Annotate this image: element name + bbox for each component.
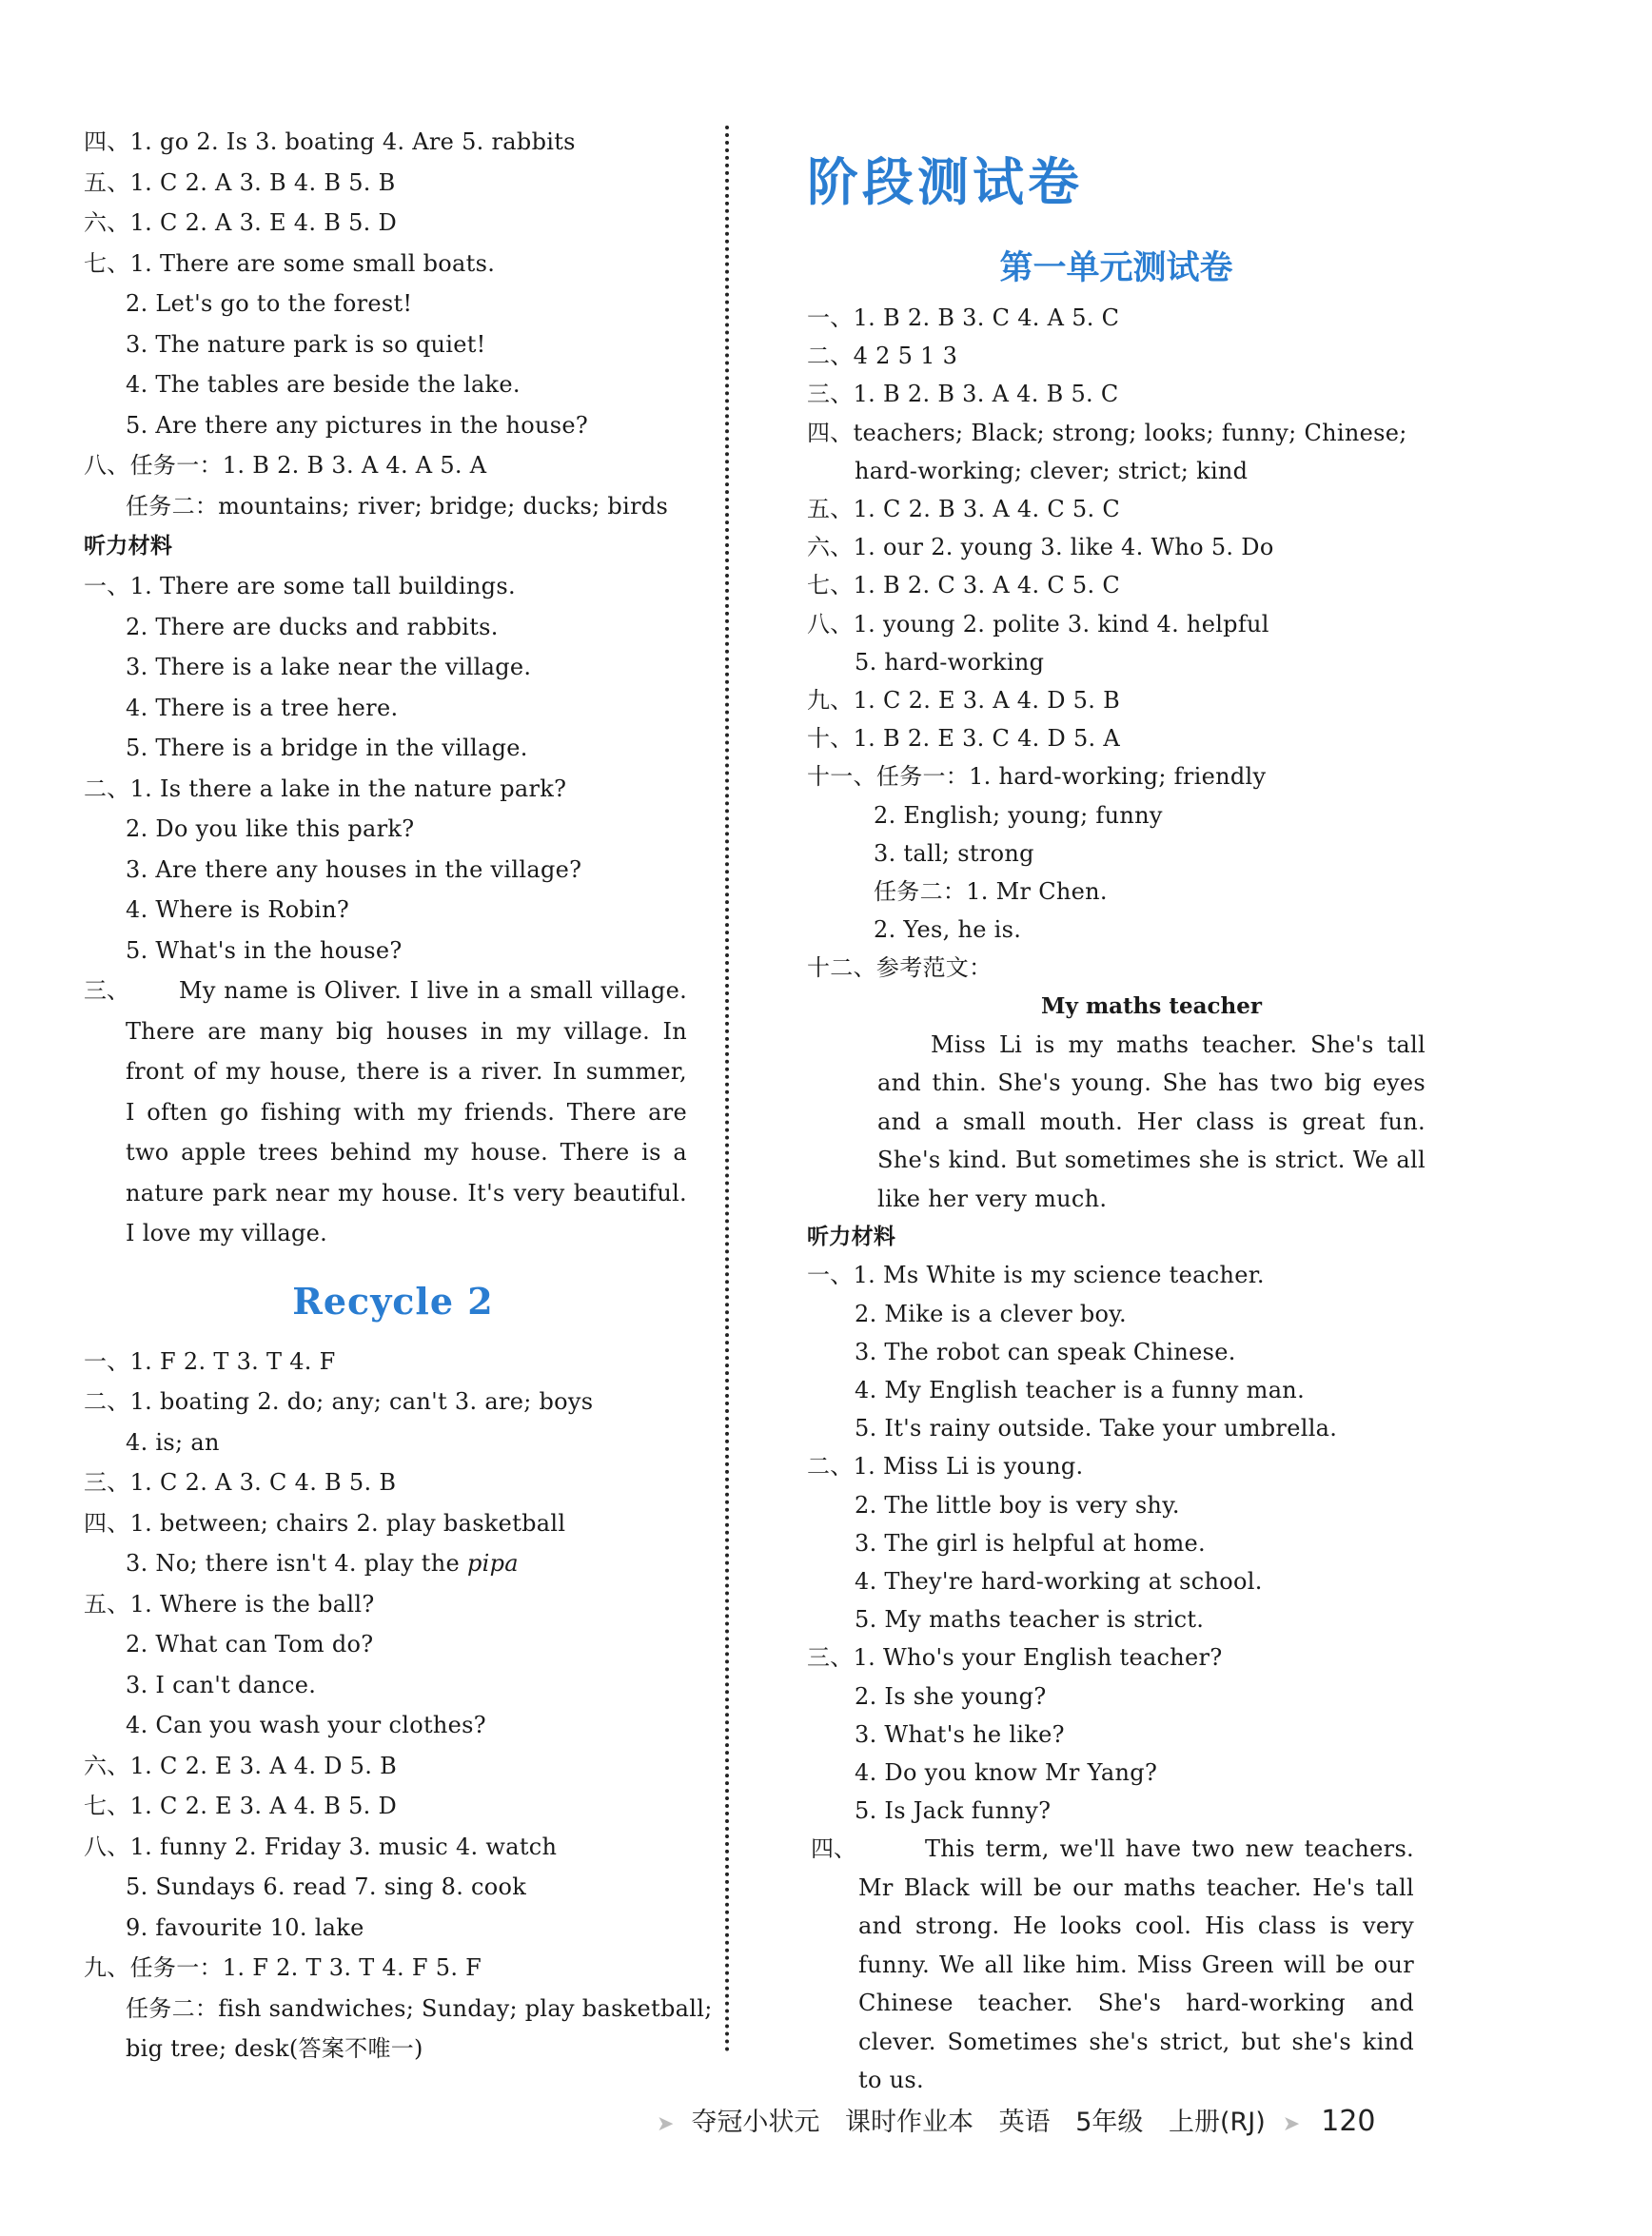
page-title: 阶段测试卷 bbox=[807, 152, 1083, 212]
answer-line: 2. Let's go to the forest! bbox=[126, 290, 413, 317]
answer-line: 三、1. C 2. A 3. C 4. B 5. B bbox=[84, 1469, 397, 1496]
answer-line: 4. Can you wash your clothes? bbox=[126, 1712, 486, 1738]
answer-line: 六、1. C 2. A 3. E 4. B 5. D bbox=[84, 209, 398, 236]
answer-line: 十二、参考范文： bbox=[807, 954, 993, 982]
answer-line: 4. Where is Robin? bbox=[126, 896, 350, 923]
footer-brand: 夺冠小状元 bbox=[691, 2108, 820, 2137]
listening-heading: 听力材料 bbox=[807, 1225, 896, 1250]
answer-line: 四、1. go 2. Is 3. boating 4. Are 5. rabbits bbox=[84, 128, 576, 155]
page-number: 120 bbox=[1321, 2105, 1376, 2138]
answer-line: 4. Do you know Mr Yang? bbox=[855, 1759, 1158, 1786]
answer-line: 3. Are there any houses in the village? bbox=[126, 855, 582, 883]
answer-line: 5. hard-working bbox=[855, 648, 1045, 676]
answer-line: 5. It's rainy outside. Take your umbrella. bbox=[855, 1415, 1338, 1442]
answer-line: 二、1. Miss Li is young. bbox=[807, 1453, 1084, 1481]
section-title: Recycle 2 bbox=[292, 1279, 494, 1323]
answer-line: 三、1. B 2. B 3. A 4. B 5. C bbox=[807, 381, 1119, 408]
answer-line: 2. Yes, he is. bbox=[874, 916, 1022, 944]
answer-line: 4. The tables are beside the lake. bbox=[126, 371, 521, 398]
footer-subject: 英语 bbox=[998, 2108, 1051, 2137]
answer-line: 2. There are ducks and rabbits. bbox=[126, 613, 499, 640]
answer-line: 八、1. young 2. polite 3. kind 4. helpful bbox=[807, 610, 1269, 637]
answer-line: 2. English; young; funny bbox=[874, 801, 1163, 829]
pipa-italic: pipa bbox=[466, 1550, 519, 1577]
answer-line: 七、1. B 2. C 3. A 4. C 5. C bbox=[807, 572, 1121, 599]
answer-line: 2. Mike is a clever boy. bbox=[855, 1300, 1127, 1327]
answer-line: 五、1. Where is the ball? bbox=[84, 1590, 375, 1618]
answer-line: 4. is; an bbox=[126, 1428, 220, 1456]
answer-line: 4. They're hard-working at school. bbox=[855, 1567, 1263, 1595]
answer-line: 2. Is she young? bbox=[855, 1682, 1047, 1710]
left-column bbox=[84, 122, 713, 2069]
right-column bbox=[807, 143, 1426, 2100]
answer-line: 一、1. Ms White is my science teacher. bbox=[807, 1262, 1265, 1289]
answer-line: 四、teachers; Black; strong; looks; funny; Chinese; bbox=[807, 419, 1407, 446]
answer-line: 5. Is Jack funny? bbox=[855, 1797, 1052, 1825]
answer-line: 5. Are there any pictures in the house? bbox=[126, 411, 589, 439]
footer-book: 课时作业本 bbox=[845, 2108, 974, 2137]
answer-line: 一、1. B 2. B 3. C 4. A 5. C bbox=[807, 304, 1120, 331]
answer-line: 四、1. between; chairs 2. play basketball bbox=[84, 1509, 566, 1537]
answer-line: 十一、任务一：1. hard-working; friendly bbox=[807, 763, 1267, 791]
answer-line: 二、4 2 5 1 3 bbox=[807, 343, 958, 370]
answer-line: 2. Do you like this park? bbox=[126, 815, 415, 842]
answer-line: 六、1. our 2. young 3. like 4. Who 5. Do bbox=[807, 534, 1274, 561]
passage-text: This term, we'll have two new teachers. Mr Black will be our maths teacher. He's tall and strong. He looks cool. His class is very funny. We all like him. Miss Green will be our Chinese teacher. She's hard-working and clever. Sometimes she's strict, but she's kind to us. bbox=[858, 1835, 1414, 2094]
answer-line: 八、任务一：1. B 2. B 3. A 4. A 5. A bbox=[84, 452, 487, 479]
footer-grade: 5年级 bbox=[1075, 2108, 1144, 2137]
answer-line: 八、1. funny 2. Friday 3. music 4. watch bbox=[84, 1833, 558, 1860]
answer-line: 3. I can't dance. bbox=[126, 1671, 317, 1698]
answer-line: 任务二：mountains; river; bridge; ducks; birds bbox=[126, 492, 669, 520]
answer-line bbox=[84, 1543, 702, 1584]
answer-line: 2. The little boy is very shy. bbox=[855, 1491, 1180, 1519]
answer-line: 3. The girl is helpful at home. bbox=[855, 1529, 1206, 1557]
answer-line: 七、1. C 2. E 3. A 4. B 5. D bbox=[84, 1793, 398, 1819]
answer-line: 三、1. Who's your English teacher? bbox=[807, 1644, 1223, 1672]
answer-line: 5. Sundays 6. read 7. sing 8. cook bbox=[126, 1873, 527, 1900]
passage-label: 四、 bbox=[811, 1835, 856, 1863]
answer-line: 五、1. C 2. B 3. A 4. C 5. C bbox=[807, 496, 1121, 523]
answer-line: 一、1. F 2. T 3. T 4. F bbox=[84, 1347, 336, 1375]
listening-passage bbox=[807, 1830, 1426, 2100]
arrow-right-icon: ➤ bbox=[657, 2112, 675, 2136]
answer-line: 二、1. boating 2. do; any; can't 3. are; boys bbox=[84, 1388, 594, 1415]
arrow-right-icon: ➤ bbox=[1282, 2112, 1301, 2136]
unit-title: 第一单元测试卷 bbox=[999, 248, 1233, 287]
passage-label: 三、 bbox=[84, 977, 129, 1004]
page-footer bbox=[657, 2101, 1393, 2138]
answer-line: 4. There is a tree here. bbox=[126, 694, 399, 721]
answer-line: 九、1. C 2. E 3. A 4. D 5. B bbox=[807, 687, 1121, 715]
essay-title: My maths teacher bbox=[1040, 992, 1262, 1019]
answer-line: 七、1. There are some small boats. bbox=[84, 249, 496, 277]
answer-line: 3. The robot can speak Chinese. bbox=[855, 1338, 1236, 1365]
answer-line: 一、1. There are some tall buildings. bbox=[84, 573, 516, 599]
passage-text: My name is Oliver. I live in a small village. There are many big houses in my village. In front of my house, there is a river. In summer, I often go fishing with my friends. There are two apple trees behind my house. There is a nature park near my house. It's very beautiful. I love my village. bbox=[126, 977, 687, 1246]
answer-line: hard-working; clever; strict; kind bbox=[855, 457, 1249, 484]
listening-passage bbox=[84, 971, 702, 1254]
answer-line: 3. What's he like? bbox=[855, 1720, 1065, 1748]
answer-line: 任务二：1. Mr Chen. bbox=[874, 878, 1108, 906]
answer-line: 2. What can Tom do? bbox=[126, 1631, 374, 1657]
answer-line: 九、任务一：1. F 2. T 3. T 4. F 5. F bbox=[84, 1954, 482, 1981]
answer-line: 六、1. C 2. E 3. A 4. D 5. B bbox=[84, 1752, 398, 1779]
answer-line: 二、1. Is there a lake in the nature park? bbox=[84, 775, 567, 802]
answer-line: 3. tall; strong bbox=[874, 839, 1034, 867]
answer-line: 5. What's in the house? bbox=[126, 936, 403, 964]
answer-line: 3. There is a lake near the village. bbox=[126, 654, 532, 680]
answer-line: 5. There is a bridge in the village. bbox=[126, 735, 528, 761]
answer-line: big tree; desk(答案不唯一) bbox=[126, 2035, 423, 2062]
essay-text: Miss Li is my maths teacher. She's tall and thin. She's young. She has two big eyes and a small mouth. Her class is great fun. She's kind. But sometimes she is strict. We all like her very much. bbox=[877, 1030, 1426, 1212]
listening-heading: 听力材料 bbox=[84, 534, 173, 559]
answer-line: 3. The nature park is so quiet! bbox=[126, 330, 486, 358]
answer-line: 五、1. C 2. A 3. B 4. B 5. B bbox=[84, 168, 396, 196]
answer-line: 9. favourite 10. lake bbox=[126, 1913, 364, 1941]
answer-line: 4. My English teacher is a funny man. bbox=[855, 1376, 1305, 1403]
essay bbox=[807, 1026, 1426, 1219]
answer-text: 3. No; there isn't 4. play the bbox=[126, 1550, 460, 1577]
answer-line: 十、1. B 2. E 3. C 4. D 5. A bbox=[807, 725, 1121, 753]
column-divider bbox=[725, 126, 729, 2053]
footer-volume: 上册(RJ) bbox=[1169, 2108, 1266, 2137]
answer-line: 5. My maths teacher is strict. bbox=[855, 1606, 1205, 1634]
answer-line: 任务二：fish sandwiches; Sunday; play basketball; bbox=[126, 1994, 713, 2022]
